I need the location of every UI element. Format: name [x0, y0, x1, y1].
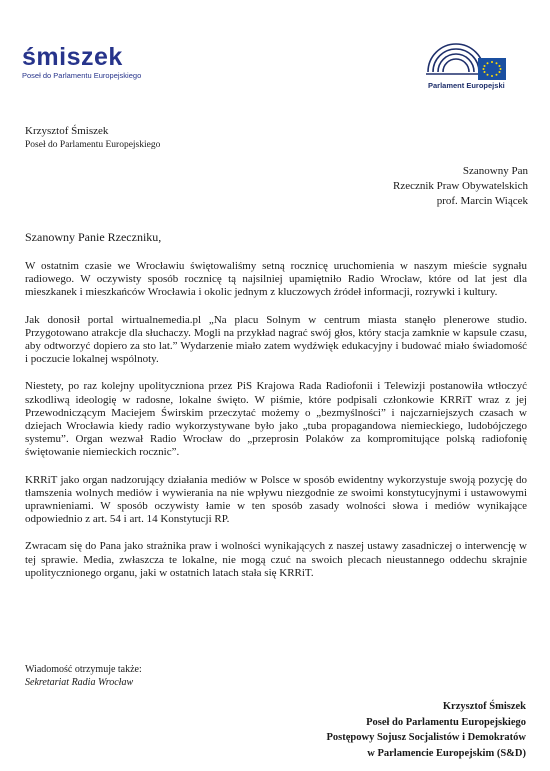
paragraph: Zwracam się do Pana jako strażnika praw i wolności wynikających z naszej ustawy zasadniczej o interwencję w tej sprawie. Media, zwłaszcza te lokalne, nie mogą czuć na swoich plecach nieustannego oddechu skrajnie upolitycznionego organu, jaki w ostatnich latach stała się KRRiT.	[25, 540, 527, 579]
paragraph: KRRiT jako organ nadzorujący działania mediów w Polsce w sposób ewidentny wykorzystuje swoją pozycję do tłamszenia wolnych mediów i wywierania na nie wpływu niezgodnie ze swoimi konstytucyjnymi i ustawowymi uprawnieniami. W sposób oczywisty łamie w ten sposób zasady wolności słowa i mediów wynikające odpowiednio z art. 54 i art. 14 Konstytucji RP.	[25, 473, 527, 526]
paragraph: Jak donosił portal wirtualnemedia.pl „Na placu Solnym w centrum miasta stanęło plenerowe studio. Przygotowano atrakcje dla słuchaczy. Mogli na przykład nagrać swój głos, który stacja zamknie w kapsule czasu, aby odtworzyć dopiero za sto lat.” Wydarzenie miało zatem wydźwięk edukacyjny i budować miało świadomość i poczucie lokalnej wspólnoty.	[25, 313, 527, 366]
ep-logo-caption: Parlament Europejski	[428, 81, 505, 90]
addressee-block	[393, 164, 528, 209]
sender-block	[25, 124, 160, 152]
addressee-line-2: Rzecznik Praw Obywatelskich	[392, 180, 528, 192]
logo-wordmark: śmiszek	[22, 43, 123, 71]
signature-block	[327, 699, 527, 761]
signature-line-2: Poseł do Parlamentu Europejskiego	[366, 716, 526, 728]
paragraph: W ostatnim czasie we Wrocławiu świętowaliśmy setną rocznicę uruchomienia w naszym mieście sygnału radiowego. W oczywisty sposób rocznicę tą najsilniej upamiętniło Radio Wrocław, które od lat jest dla mieszkanek i mieszkańców Wrocławia i okolic jednym z kluczowych źródeł informacji, rozrywki i kultury.	[25, 260, 527, 299]
cc-block	[25, 663, 142, 689]
paragraph: Niestety, po raz kolejny upolityczniona przez PiS Krajowa Rada Radiofonii i Telewizji postanowiła wtłoczyć szkodliwą ideologię w radosne, lokalne święto. W piśmie, które podpisali członkowie KRRiT wraz z jej Przewodniczącym Maciejem Świrskim przeczytać możemy o „bezmyślności” i najczarniejszych czasach w dziejach Wrocławia kiedy radio wykorzystywane było jako „tuba propagandowa niemieckiego, ludobójczego systemu”. Organ wezwał Radio Wrocław do „przeprosin Polaków za kompromitujące polską radiofonię świętowanie niemieckich rocznic”.	[25, 380, 527, 459]
letter-body	[25, 260, 527, 594]
addressee-line-1: Szanowny Pan	[462, 165, 528, 177]
addressee-line-3: prof. Marcin Wiącek	[436, 195, 528, 207]
parliament-hemicycle-icon	[426, 44, 486, 74]
signature-name: Krzysztof Śmiszek	[442, 701, 526, 712]
signature-line-4: w Parlamencie Europejskim (S&D)	[367, 747, 526, 759]
cc-label: Wiadomość otrzymuje także:	[25, 664, 142, 675]
smiszek-logo	[22, 44, 141, 80]
signature-line-3: Postępowy Sojusz Socjalistów i Demokratów	[326, 732, 526, 743]
greeting: Szanowny Panie Rzeczniku,	[25, 230, 162, 244]
logo-subtitle: Poseł do Parlamentu Europejskiego	[22, 71, 142, 80]
sender-name: Krzysztof Śmiszek	[25, 125, 109, 137]
cc-recipient: Sekretariat Radia Wrocław	[25, 677, 134, 688]
sender-role: Poseł do Parlamentu Europejskiego	[25, 140, 161, 150]
eu-flag-icon	[478, 58, 506, 80]
